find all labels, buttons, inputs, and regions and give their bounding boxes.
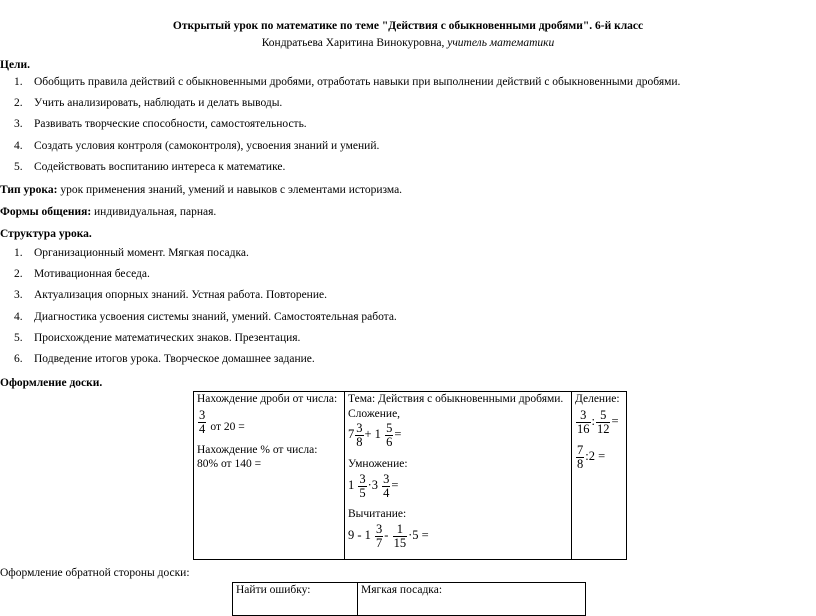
- author-line: [0, 37, 816, 49]
- subtraction-den-2: 15: [393, 535, 407, 550]
- addition-num-2: 5: [386, 421, 393, 435]
- lesson-type-label: Тип урока:: [0, 184, 58, 196]
- goal-item-number: 1.: [14, 76, 23, 88]
- division-den-1: 16: [577, 421, 590, 436]
- addition-whole-1: 7: [348, 426, 355, 441]
- structure-item-text: Подведение итогов урока. Творческое домашнее задание.: [34, 353, 315, 365]
- division-operator: :: [591, 413, 595, 428]
- structure-item-number: 1.: [14, 247, 23, 259]
- goal-item-number: 4.: [14, 139, 23, 152]
- division-heading: Деление:: [575, 393, 620, 405]
- multiplication-operator: ·3: [367, 477, 379, 492]
- subtraction-num-2: 1: [396, 522, 403, 536]
- goal-item-text: Создать условия контроля (самоконтроля), усвоения знаний и умений.: [34, 139, 380, 152]
- multiplication-den-1: 5: [359, 485, 366, 500]
- multiplication-equals: =: [391, 477, 399, 492]
- subtraction-expression: [348, 523, 429, 549]
- multiplication-den-2: 4: [383, 485, 390, 500]
- back-board-heading: Оформление обратной стороны доски:: [0, 567, 190, 579]
- multiplication-whole-1: 1: [348, 477, 355, 492]
- goal-item-text: Обобщить правила действий с обыкновенными дробями, отработать навыки при выполнении действий с обыкновенными дробями.: [34, 76, 681, 88]
- structure-item-number: 4.: [14, 310, 23, 323]
- back-col-find-error: [233, 583, 358, 616]
- fraction-denominator: 4: [199, 421, 206, 436]
- find-error-label: Найти ошибку:: [236, 584, 311, 596]
- division-num-2: 5: [600, 408, 607, 422]
- multiplication-num-1: 3: [359, 472, 366, 486]
- goal-item-number: 3.: [14, 118, 23, 131]
- addition-den-2: 6: [386, 434, 393, 449]
- addition-equals: =: [394, 426, 402, 441]
- subtraction-tail: ·5 =: [408, 527, 429, 542]
- goal-item-number: 5.: [14, 160, 23, 173]
- lesson-type: [0, 184, 402, 196]
- structure-item-number: 6.: [14, 353, 23, 365]
- goal-item-number: 2.: [14, 97, 23, 110]
- structure-item-text: Диагностика усвоения системы знаний, умений. Самостоятельная работа.: [34, 310, 397, 323]
- back-col-soft-landing: [358, 583, 586, 616]
- structure-item-number: 2.: [14, 268, 23, 281]
- topic-heading: Тема: Действия с обыкновенными дробями.: [348, 393, 564, 405]
- structure-item-number: 5.: [14, 331, 23, 344]
- communication-value: индивидуальная, парная.: [94, 206, 217, 218]
- division-expression-2: [575, 444, 605, 470]
- fraction-expression: [197, 409, 245, 435]
- goals-heading: Цели.: [0, 59, 31, 71]
- multiplication-num-2: 3: [383, 472, 390, 486]
- back-board-table: [232, 582, 586, 616]
- subtraction-whole: 9 - 1: [348, 527, 371, 542]
- communication-label: Формы общения:: [0, 206, 92, 218]
- author-role: учитель математики: [447, 37, 555, 49]
- fraction-numerator: 3: [199, 408, 206, 422]
- division2-tail: :2 =: [585, 448, 606, 463]
- page-title: Открытый урок по математике по теме "Действия с обыкновенными дробями". 6-й класс: [172, 20, 644, 32]
- subtraction-den-1: 7: [376, 535, 383, 550]
- addition-expression: [348, 422, 401, 448]
- structure-item-number: 3.: [14, 289, 23, 302]
- board-table: [193, 391, 627, 560]
- division2-den: 8: [577, 456, 584, 471]
- goal-item-text: Развивать творческие способности, самостоятельность.: [34, 118, 307, 131]
- goal-item-text: Содействовать воспитанию интереса к математике.: [34, 160, 286, 173]
- division-num-1: 3: [580, 408, 587, 422]
- multiplication-expression: [348, 473, 398, 499]
- author-name: Кондратьева Харитина Винокуровна,: [261, 37, 445, 49]
- division-expression-1: [575, 409, 619, 435]
- structure-item-text: Организационный момент. Мягкая посадка.: [34, 247, 249, 259]
- structure-item-text: Происхождение математических знаков. Презентация.: [34, 331, 301, 344]
- subtraction-label: Вычитание:: [348, 508, 407, 520]
- structure-item-text: Мотивационная беседа.: [34, 268, 150, 281]
- division-den-2: 12: [596, 421, 610, 436]
- addition-den-1: 8: [356, 434, 363, 449]
- percent-expression: 80% от 140 =: [197, 458, 262, 470]
- percent-heading: Нахождение % от числа:: [197, 444, 318, 456]
- structure-heading: Структура урока.: [0, 228, 92, 240]
- multiplication-label: Умножение:: [348, 458, 408, 470]
- fraction-of-number-heading: Нахождение дроби от числа:: [197, 393, 338, 405]
- communication-forms: [0, 206, 216, 218]
- subtraction-operator: -: [384, 527, 389, 542]
- addition-num-1: 3: [356, 421, 363, 435]
- addition-label: Сложение,: [348, 408, 401, 420]
- structure-item-text: Актуализация опорных знаний. Устная работа. Повторение.: [34, 289, 327, 302]
- board-col-fraction: [194, 392, 345, 560]
- addition-operator: + 1: [364, 426, 381, 441]
- board-col-division: [572, 392, 627, 560]
- board-col-topic: [345, 392, 572, 560]
- division2-num: 7: [577, 443, 584, 457]
- goal-item-text: Учить анализировать, наблюдать и делать выводы.: [34, 97, 283, 110]
- board-heading: Оформление доски.: [0, 377, 103, 389]
- lesson-type-value: урок применения знаний, умений и навыков с элементами историзма.: [60, 184, 403, 196]
- division-equals: =: [611, 413, 619, 428]
- soft-landing-label: Мягкая посадка:: [361, 584, 443, 596]
- fraction-tail: от 20 =: [210, 420, 245, 433]
- subtraction-num-1: 3: [376, 522, 383, 536]
